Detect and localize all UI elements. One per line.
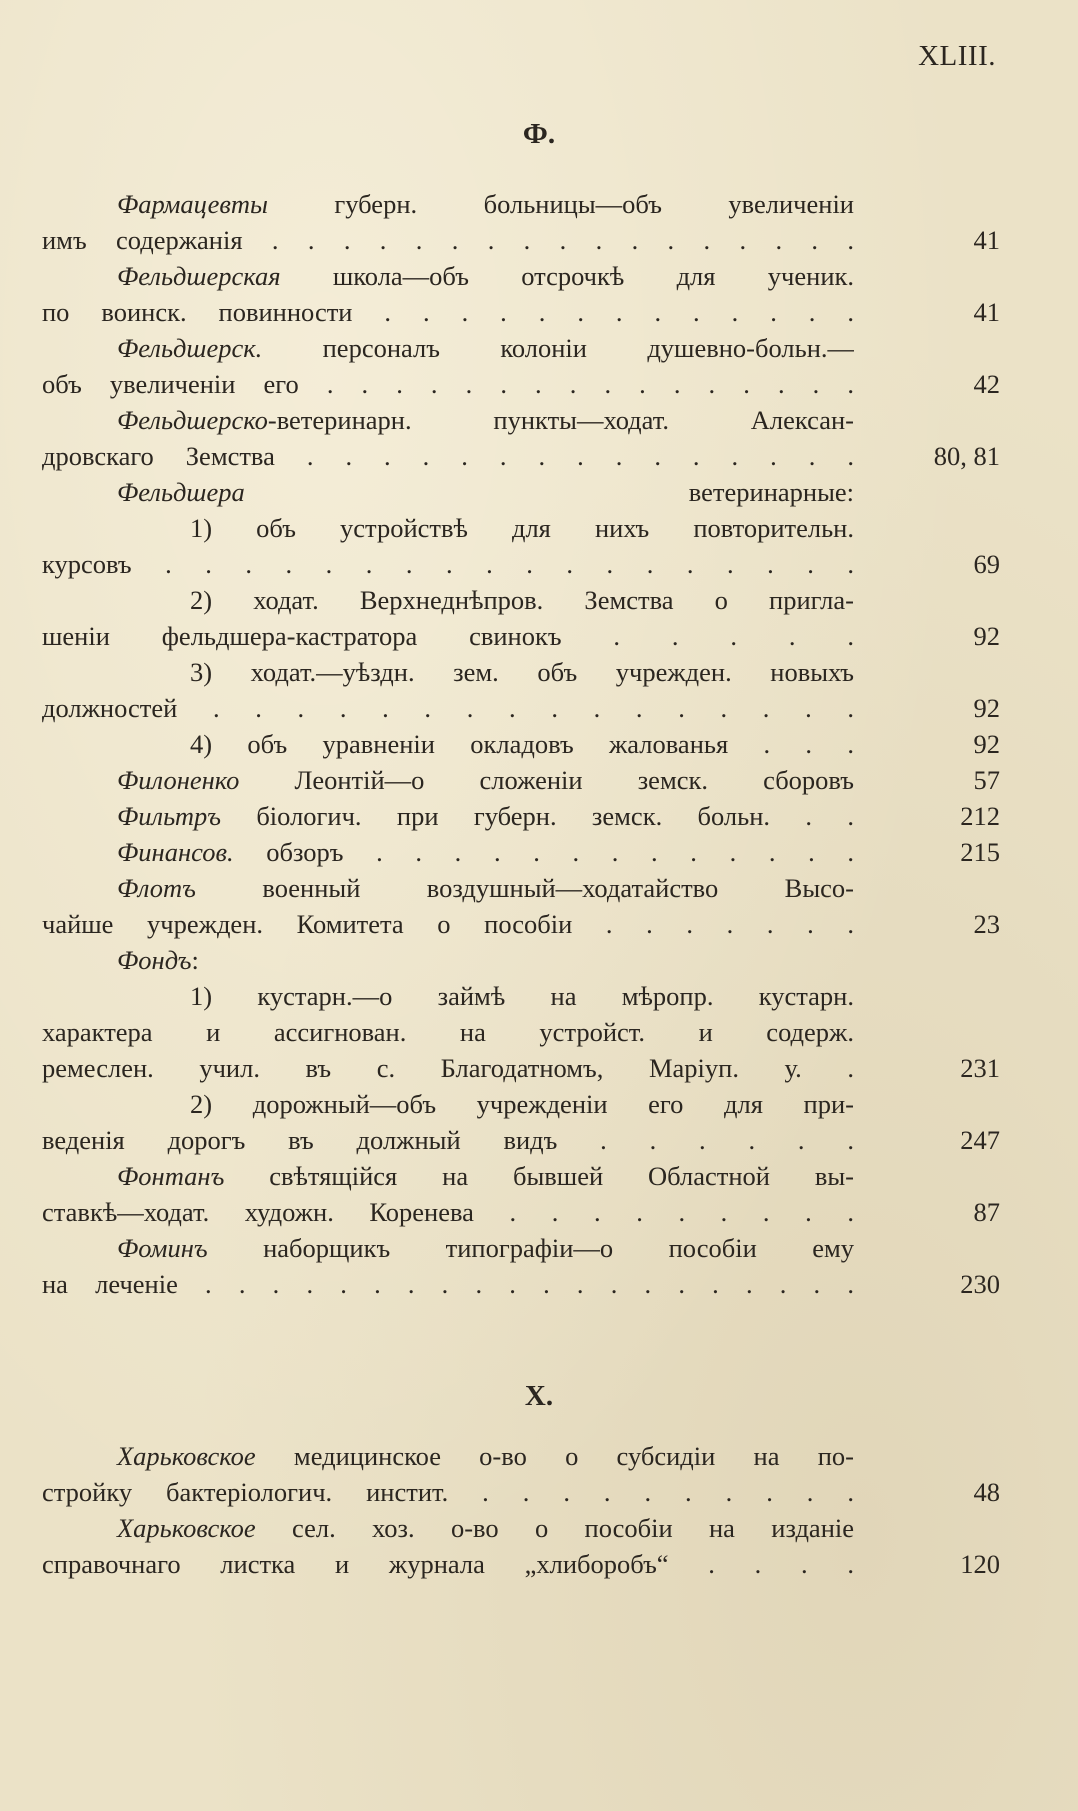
index-line-text	[42, 654, 854, 690]
index-entries-h	[42, 1438, 1000, 1582]
page-reference: 231	[960, 1053, 1000, 1083]
index-line-text	[42, 834, 854, 870]
index-line	[42, 690, 1000, 726]
index-headword: Филоненко	[117, 765, 240, 795]
index-description: ремеслен. учил. въ с. Благодатномъ, Маріуп. у. .	[42, 1053, 854, 1083]
page-reference: 92	[973, 621, 1000, 651]
index-description: персоналъ колоніи душевно-больн.—	[262, 333, 854, 363]
index-description: 2) ходат. Верхнеднѣпров. Земства о пригла-	[190, 585, 854, 615]
index-headword: Фельдшерская	[117, 261, 281, 291]
index-description: Леонтій—о сложеніи земск. сборовъ	[239, 765, 854, 795]
index-line-text	[42, 690, 854, 726]
index-line-text	[42, 978, 854, 1014]
page-reference: 92	[973, 693, 1000, 723]
index-headword: Флотъ	[117, 873, 196, 903]
index-line-text	[42, 1230, 854, 1266]
index-line	[42, 906, 1000, 942]
index-line	[42, 1230, 1000, 1266]
page-number: XLIII.	[918, 40, 996, 72]
index-description: на леченіе . . . . . . . . . . . . . . . . . . . .	[42, 1269, 854, 1299]
index-line-text	[42, 726, 854, 762]
index-line	[42, 1438, 1000, 1474]
index-line-text	[42, 1086, 854, 1122]
index-headword: Фонтанъ	[117, 1161, 225, 1191]
index-description: ветеринарн. пункты—ходат. Алексан-	[276, 405, 854, 435]
index-line-text	[42, 798, 854, 834]
index-headword: Фельдшера	[117, 477, 245, 507]
index-line	[42, 762, 1000, 798]
index-line-text	[42, 618, 854, 654]
index-line	[42, 726, 1000, 762]
index-line	[42, 546, 1000, 582]
index-line-text	[42, 906, 854, 942]
index-line-text	[42, 1014, 854, 1050]
index-line	[42, 942, 1000, 978]
index-line	[42, 582, 1000, 618]
page-reference: 230	[960, 1269, 1000, 1299]
index-line	[42, 474, 1000, 510]
index-description: 1) объ устройствѣ для нихъ повторительн.	[190, 513, 854, 543]
index-line	[42, 294, 1000, 330]
page-reference: 41	[973, 225, 1000, 255]
index-headword: Финансов.	[117, 837, 234, 867]
index-headword: Фильтръ	[117, 801, 221, 831]
index-description: ветеринарные:	[244, 477, 854, 507]
index-line	[42, 438, 1000, 474]
page-reference: 23	[973, 909, 1000, 939]
index-line-text	[42, 1474, 854, 1510]
index-line-text	[42, 402, 854, 438]
index-line	[42, 834, 1000, 870]
index-description: должностей . . . . . . . . . . . . . . . .	[42, 693, 854, 723]
index-line	[42, 870, 1000, 906]
page-reference: 48	[973, 1477, 1000, 1507]
index-line-text	[42, 1438, 854, 1474]
index-line-text	[42, 474, 854, 510]
page-reference: 41	[973, 297, 1000, 327]
index-description: свѣтящійся на бывшей Областной вы-	[224, 1161, 854, 1191]
index-headword: Фоминъ	[117, 1233, 208, 1263]
index-line	[42, 618, 1000, 654]
index-line	[42, 798, 1000, 834]
index-line-text	[42, 1194, 854, 1230]
index-description: губерн. больницы—объ увеличеніи	[267, 189, 854, 219]
index-line-text	[42, 1122, 854, 1158]
index-line	[42, 1050, 1000, 1086]
index-line	[42, 510, 1000, 546]
page-reference: 92	[973, 729, 1000, 759]
index-line-text	[42, 762, 854, 798]
index-line	[42, 1014, 1000, 1050]
index-line	[42, 1474, 1000, 1510]
index-line-text	[42, 870, 854, 906]
index-line	[42, 186, 1000, 222]
index-line-text	[42, 366, 854, 402]
index-description: объ увеличеніи его . . . . . . . . . . . . . . . .	[42, 369, 854, 399]
page-reference: 80, 81	[933, 441, 1000, 471]
index-description: курсовъ . . . . . . . . . . . . . . . . . .	[42, 549, 854, 579]
page-reference: 57	[973, 765, 1000, 795]
index-line-text	[42, 942, 854, 978]
index-description: по воинск. повинности . . . . . . . . . . . . .	[42, 297, 854, 327]
index-line-text	[42, 582, 854, 618]
index-line	[42, 1266, 1000, 1302]
index-line	[42, 222, 1000, 258]
index-line	[42, 1122, 1000, 1158]
index-description: шеніи фельдшера-кастратора свинокъ . . . . .	[42, 621, 854, 651]
index-line-text	[42, 186, 854, 222]
index-description: стройку бактеріологич. инстит. . . . . . . . . . .	[42, 1477, 854, 1507]
index-line-text	[42, 510, 854, 546]
index-line	[42, 654, 1000, 690]
index-description: обзоръ . . . . . . . . . . . . .	[233, 837, 854, 867]
page-reference: 120	[960, 1549, 1000, 1579]
index-description: 2) дорожный—объ учрежденіи его для при-	[190, 1089, 854, 1119]
index-line-text	[42, 222, 854, 258]
index-line	[42, 1546, 1000, 1582]
index-headword: Фармацевты	[117, 189, 268, 219]
page-reference: 87	[973, 1197, 1000, 1227]
index-description: 3) ходат.—уѣздн. зем. объ учрежден. новыхъ	[190, 657, 854, 687]
index-description: военный воздушный—ходатайство Высо-	[195, 873, 854, 903]
section-heading-h: Х.	[524, 1380, 554, 1412]
index-description: справочнаго листка и журнала „хлиборобъ“ . . . .	[42, 1549, 854, 1579]
index-line-text	[42, 1050, 854, 1086]
page-reference: 42	[973, 369, 1000, 399]
index-description: чайше учрежден. Комитета о пособіи . . . . . . .	[42, 909, 854, 939]
index-headword: Фондъ	[117, 945, 192, 975]
index-description: характера и ассигнован. на устройст. и содерж.	[42, 1017, 854, 1047]
section-heading-f: Ф.	[522, 118, 556, 150]
index-line-text	[42, 1546, 854, 1582]
index-line-text	[42, 438, 854, 474]
index-line-text	[42, 294, 854, 330]
index-description: 4) объ уравненіи окладовъ жалованья . . .	[190, 729, 854, 759]
index-line-text	[42, 1510, 854, 1546]
index-description: біологич. при губерн. земск. больн. . .	[220, 801, 854, 831]
index-line	[42, 1086, 1000, 1122]
index-description: :	[191, 945, 199, 975]
index-line	[42, 402, 1000, 438]
page-reference: 69	[973, 549, 1000, 579]
index-description: сел. хоз. о-во о пособіи на изданіе	[255, 1513, 854, 1543]
index-description: имъ содержанія . . . . . . . . . . . . . . . . .	[42, 225, 854, 255]
index-description: школа—объ отсрочкѣ для ученик.	[280, 261, 854, 291]
index-description: веденія дорогъ въ должный видъ . . . . . .	[42, 1125, 854, 1155]
index-line	[42, 330, 1000, 366]
index-description: дровскаго Земства . . . . . . . . . . . . . . .	[42, 441, 854, 471]
page-reference: 247	[960, 1125, 1000, 1155]
index-line-text	[42, 1266, 854, 1302]
index-description: медицинское о-во о субсидіи на по-	[255, 1441, 854, 1471]
index-description: 1) кустарн.—о займѣ на мѣропр. кустарн.	[190, 981, 854, 1011]
index-line	[42, 1158, 1000, 1194]
index-line-text	[42, 330, 854, 366]
index-line	[42, 258, 1000, 294]
index-description: наборщикъ типографіи—о пособіи ему	[207, 1233, 854, 1263]
index-line	[42, 366, 1000, 402]
index-line	[42, 1194, 1000, 1230]
index-headword: Фельдшерск.	[117, 333, 263, 363]
index-line-text	[42, 1158, 854, 1194]
index-line	[42, 1510, 1000, 1546]
index-headword: Фельдшерско-	[117, 405, 277, 435]
index-headword: Харьковское	[117, 1441, 256, 1471]
page-reference: 215	[960, 837, 1000, 867]
index-line	[42, 978, 1000, 1014]
page-reference: 212	[960, 801, 1000, 831]
index-headword: Харьковское	[117, 1513, 256, 1543]
index-line-text	[42, 258, 854, 294]
index-entries-f	[42, 186, 1000, 1302]
index-line-text	[42, 546, 854, 582]
index-description: ставкѣ—ходат. художн. Коренева . . . . . . . . .	[42, 1197, 854, 1227]
